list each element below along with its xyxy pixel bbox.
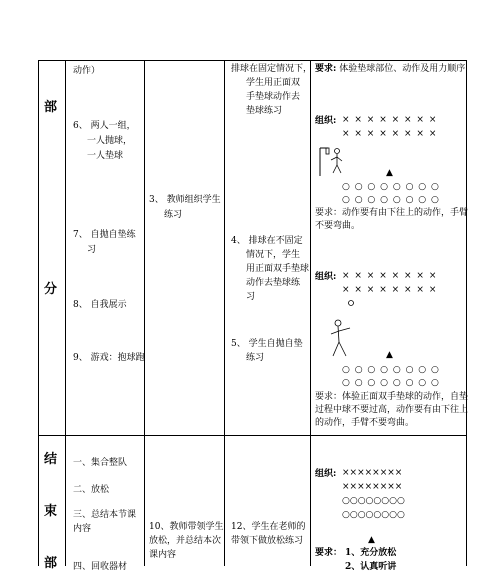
section-header-char: 部 [44, 556, 58, 571]
content-line: 排球在固定情况下， [231, 64, 313, 74]
col-border-0 [38, 60, 39, 566]
requirement-line: 要求：动作要有由下往上的动作，手臂 [315, 208, 469, 218]
section-header-char: 结 [44, 452, 58, 467]
student-row-crosses: ×××××××× [342, 482, 403, 492]
content-line: 习 [246, 292, 256, 302]
content-line: 动作去垫球练 [246, 278, 301, 288]
content-line: 8、 自我展示 [73, 300, 127, 310]
student-row-circles: ○○○○○○○○ [342, 510, 405, 520]
content-line: 5、 学生自抛自垫 [231, 339, 303, 349]
student-row-crosses: × × × × × × × × [342, 271, 438, 281]
content-line: 情况下，学生 [246, 250, 301, 260]
content-line: 7、 自抛自垫练 [73, 230, 136, 240]
content-line: 练习 [164, 210, 183, 220]
student-row-crosses: ×××××××× [342, 468, 403, 478]
content-line: 一人垫球 [87, 151, 124, 161]
content-line: 带领下做放松练习 [231, 536, 304, 546]
section-divider [38, 435, 466, 436]
requirement-item: 2、认真听讲 [345, 562, 397, 572]
content-line: 一人抛球， [87, 136, 133, 146]
student-row-crosses: × × × × × × × × [342, 129, 438, 139]
section-header-char: 分 [44, 282, 58, 297]
col-border-3 [224, 60, 225, 566]
section-header-char: 部 [44, 100, 58, 115]
content-line: 4、 排球在不固定 [231, 236, 303, 246]
requirement-line: 的动作，手臂不要弯曲。 [315, 418, 415, 428]
student-row-crosses: × × × × × × × × [342, 285, 438, 295]
requirement-line: 要求：体验正面双手垫球的动作，自垫 [315, 392, 469, 402]
content-line: 3、 教师组织学生 [149, 195, 221, 205]
organization-label: 组织: [315, 272, 337, 282]
content-line: 动作） [73, 66, 101, 76]
content-line: 课内容 [149, 550, 177, 560]
col-border-5 [466, 60, 467, 566]
table-top-border [38, 60, 466, 61]
student-row-crosses: × × × × × × × × [342, 115, 438, 125]
col-border-4 [310, 60, 311, 566]
content-line: 10、教师带领学生 [149, 522, 224, 532]
requirement-item: 1、充分放松 [345, 548, 397, 558]
content-line: 二、放松 [73, 485, 110, 495]
requirement-line [315, 62, 465, 76]
teacher-triangle-icon: ▲ [368, 535, 375, 545]
content-line: 垫球练习 [246, 106, 283, 116]
section-header-char: 束 [44, 504, 58, 519]
requirement-label: 要求: [315, 64, 337, 74]
organization-label: 组织: [315, 116, 337, 126]
content-line: 手垫球动作去 [246, 92, 301, 102]
player-figures-icon [316, 140, 346, 180]
student-row-circles: ○ ○ ○ ○ ○ ○ ○ ○ [342, 182, 440, 192]
content-line: 学生用正面双 [246, 78, 301, 88]
requirement-label: 要求： [315, 548, 343, 558]
content-line: 12、学生在老师的 [231, 522, 306, 532]
content-line: 6、 两人一组， [73, 121, 136, 131]
content-line: 练习 [246, 353, 265, 363]
teacher-triangle-icon: ▲ [386, 350, 393, 360]
content-line: 用正面双手垫球 [246, 264, 310, 274]
organization-label: 组织: [315, 469, 337, 479]
content-line: 四、回收器材 [73, 562, 128, 572]
content-line: 9、 游戏：抱球跑 [73, 353, 145, 363]
student-row-circles: ○ ○ ○ ○ ○ ○ ○ ○ [342, 378, 440, 388]
col-border-2 [144, 60, 145, 566]
teacher-triangle-icon: ▲ [386, 168, 393, 178]
requirement-text: 体验垫球部位、动作及用力顺序 [339, 64, 466, 74]
content-line: 放松，并总结本次 [149, 536, 222, 546]
self-toss-figure-icon [322, 298, 362, 360]
requirement-line: 不要弯曲。 [315, 221, 361, 231]
content-line: 习 [87, 245, 97, 255]
col-border-1 [65, 60, 66, 566]
student-row-circles: ○ ○ ○ ○ ○ ○ ○ ○ [342, 365, 440, 375]
requirement-line: 过程中球不要过高，动作要有由下往上 [315, 405, 469, 415]
student-row-circles: ○○○○○○○○ [342, 496, 405, 506]
content-line: 三、总结本节课 [73, 510, 137, 520]
student-row-circles: ○ ○ ○ ○ ○ ○ ○ ○ [342, 195, 440, 205]
content-line: 内容 [73, 524, 92, 534]
content-line: 一、集合整队 [73, 458, 128, 468]
